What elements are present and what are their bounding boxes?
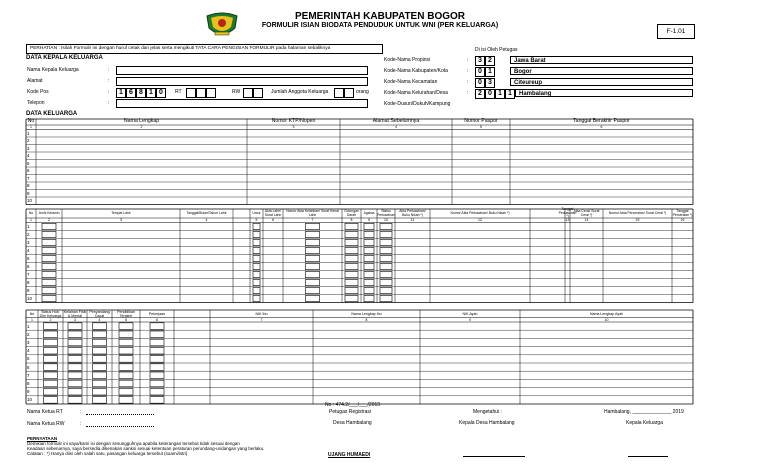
table-header-biodata: Nomor Akta Perceraian/ Surat Cerai *) <box>608 210 667 215</box>
row-number: 6 <box>27 364 30 370</box>
table-header-biodata: Golongan Darah <box>344 208 359 217</box>
colon: : <box>108 67 110 73</box>
page-subtitle: FORMULIR ISIAN BIODATA PENDUDUK UNTUK WNI (PER KELUARGA) <box>261 22 499 29</box>
district-name[interactable]: Citeureup <box>510 78 693 86</box>
table-header-biodata: Nomor Akta Perkawinan/ Buku Nikah *) <box>450 210 510 215</box>
colon: : <box>108 78 110 84</box>
table-header-biodata <box>234 209 250 218</box>
colon: : <box>108 100 110 106</box>
table-header-orang-tua: Penyandang Cacat <box>89 309 110 318</box>
table-header-orang-tua: Status Hub. Dlm Keluarga <box>39 309 62 318</box>
table-header-biodata: Tempat Lahir <box>111 210 131 215</box>
row-number: 1 <box>27 224 30 229</box>
colon: : <box>467 57 469 63</box>
column-number: 4 <box>205 218 208 223</box>
column-number: 4 <box>98 317 101 322</box>
table-header-data-keluarga: Alamat Sebelumnya <box>372 118 420 125</box>
table-header-orang-tua: No <box>29 311 35 316</box>
statement-title: PERNYATAAN <box>27 436 58 441</box>
row-number: 4 <box>27 248 30 253</box>
column-number: 5 <box>255 218 258 223</box>
row-number: 9 <box>27 288 30 293</box>
table-header-orang-tua: NIK Ibu <box>255 311 268 316</box>
table-header-data-keluarga: Nomor Paspor <box>464 118 498 125</box>
province-name[interactable]: Jawa Barat <box>510 56 693 64</box>
officer-org: Desa Hambalang <box>333 420 372 426</box>
row-number: 6 <box>27 264 30 269</box>
label-regency: Kode-Nama Kabupaten/Kota <box>384 68 448 74</box>
section-title-kepala: DATA KEPALA KELUARGA <box>26 55 103 61</box>
village-code-digit[interactable]: 1 <box>505 89 515 99</box>
officer-title: Petugas Registrasi <box>329 409 371 415</box>
column-number: 2 <box>48 218 50 223</box>
row-number: 2 <box>27 331 30 337</box>
section-title-keluarga: DATA KELUARGA <box>26 111 78 117</box>
column-number: 16 <box>680 218 685 223</box>
label-address: Alamat <box>27 78 43 84</box>
table-header-orang-tua: Pekerjaan <box>148 311 166 316</box>
table-header-data-keluarga: Nama Lengkap <box>123 118 160 125</box>
table-header-biodata: Akta Cerai/ Surat Cerai *) <box>573 208 600 217</box>
row-number: 4 <box>27 153 30 159</box>
statement-note: Catatan : *) Hanya diisi oleh salah satu, pasangan keluarga tersebut (suami/istri) <box>27 451 188 456</box>
row-number: 3 <box>27 339 30 345</box>
row-number: 10 <box>27 296 33 301</box>
regency-code-digit[interactable]: 0 <box>475 67 485 77</box>
row-number: 5 <box>27 356 30 362</box>
table-header-orang-tua: Nama Lengkap Ayah <box>589 311 624 316</box>
row-number: 10 <box>27 397 33 403</box>
row-number: 9 <box>27 190 30 196</box>
column-number: 6 <box>600 125 603 130</box>
label-rt-head: Nama Ketua RT <box>27 409 63 415</box>
postal-digit[interactable]: 0 <box>156 88 166 98</box>
notice-box: PERHATIAN : Isilah Formulir ini dengan huruf cetak dan jelas serta mengikuti TATA CARA PENGISIAN FORMULIR pada halaman sebaliknya <box>26 44 383 54</box>
row-number: 5 <box>27 160 30 166</box>
label-rw: RW <box>232 89 241 95</box>
form-code-badge: F-1.01 <box>657 24 695 39</box>
row-number: 8 <box>27 183 30 189</box>
row-number: 7 <box>27 372 30 378</box>
village-name[interactable]: Hambalang <box>515 89 693 97</box>
column-number: 15 <box>635 218 640 223</box>
label-rw-head: Nama Ketua RW <box>27 421 65 427</box>
label-province: Kode-Nama Propinsi <box>384 57 431 63</box>
label-district: Kode-Nama Kecamatan <box>384 79 438 85</box>
statement-line: Demikian formulir ini saya/kami isi dengan sesungguhnya apabila keterangan tersebut tidak sesuai dengan <box>27 441 240 446</box>
label-phone: Telepon <box>27 100 45 106</box>
place-date: Hambalang, ______________ 2019 <box>604 409 684 415</box>
column-number: 6 <box>156 317 158 322</box>
column-number: 3 <box>120 218 122 223</box>
label-hamlet: Kode-Dusun/Dukuh/Kampung <box>384 101 451 107</box>
row-number: 3 <box>27 240 30 245</box>
colon: : <box>467 68 469 74</box>
column-number: 2 <box>140 125 143 130</box>
row-number: 2 <box>27 232 30 237</box>
column-number: 1 <box>30 218 32 223</box>
label-head-name: Nama Kepala Keluarga <box>27 67 79 73</box>
colon: : <box>80 421 82 427</box>
regency-name[interactable]: Bogor <box>510 67 693 75</box>
column-number: 7 <box>260 317 263 322</box>
column-number: 10 <box>604 317 609 322</box>
officer-signer-name: UJANG HUMAEDI <box>328 452 371 458</box>
column-number: 5 <box>125 317 127 322</box>
postal-digit[interactable]: 6 <box>126 88 136 98</box>
statement-line: Keadaan sebenarnya, saya bersedia dikenakan sanksi sesuai ketentuan peraturan perundang-undangan yang berlaku. <box>27 446 265 451</box>
table-header-orang-tua: Kelainan Fisik & Mental <box>63 309 87 318</box>
column-number: 5 <box>480 125 482 130</box>
column-number: 10 <box>384 218 388 223</box>
postal-digit[interactable]: 1 <box>146 88 156 98</box>
province-code-digit[interactable]: 2 <box>485 56 495 66</box>
row-number: 9 <box>27 389 30 395</box>
table-header-biodata: Nomor Akta Kelahiran/ Surat Kenal Lahir <box>286 208 339 217</box>
row-number: 6 <box>27 168 30 174</box>
table-header-biodata: Akta Lahir/ Surat Lahir <box>264 208 282 217</box>
table-header-biodata: No <box>28 210 34 215</box>
table-header-data-keluarga: Tanggal Berakhir Paspor <box>573 118 630 125</box>
row-number: 10 <box>27 198 33 204</box>
table-header-biodata: Umur <box>252 210 261 215</box>
column-number <box>234 218 250 223</box>
row-number: 3 <box>27 145 30 151</box>
village-code-digit[interactable]: 2 <box>475 89 485 99</box>
label-postal-code: Kode Pos <box>27 89 49 95</box>
postal-digit[interactable]: 8 <box>136 88 146 98</box>
table-header-orang-tua <box>175 310 210 318</box>
district-code-digit[interactable]: 0 <box>475 78 485 88</box>
table-header-data-keluarga: Nomor KTP/Nopen <box>271 118 316 125</box>
colon: : <box>80 409 82 415</box>
table-header-data-keluarga: No <box>27 118 35 125</box>
label-rt: RT <box>175 89 182 95</box>
postal-digit[interactable]: 1 <box>116 88 126 98</box>
row-number: 5 <box>27 256 30 261</box>
rw-head-line[interactable] <box>86 426 154 427</box>
column-number: 8 <box>365 317 368 322</box>
column-number: 1 <box>31 317 33 322</box>
column-number: 9 <box>368 218 370 223</box>
registration-number: No : 474.2/___/___/2019 <box>325 402 381 408</box>
province-code-digit[interactable]: 3 <box>475 56 485 66</box>
regency-code-digit[interactable]: 1 <box>485 67 495 77</box>
table-header-biodata: Status Perkawinan <box>377 208 395 217</box>
village-head-signature-line[interactable] <box>463 456 525 457</box>
column-number: 3 <box>292 125 295 130</box>
officer-note: Di isi Oleh Petugas <box>475 47 518 53</box>
column-number: 7 <box>311 218 314 223</box>
rt-head-line[interactable] <box>86 414 154 415</box>
column-number: 3 <box>74 317 76 322</box>
row-number: 4 <box>27 348 30 354</box>
column-number: 6 <box>272 218 274 223</box>
column-number: 8 <box>350 218 353 223</box>
column-number: 13 <box>565 218 570 223</box>
row-number: 8 <box>27 380 30 386</box>
label-members-unit: orang <box>356 89 369 95</box>
village-code-digit[interactable]: 0 <box>485 89 495 99</box>
district-code-digit[interactable]: 3 <box>485 78 495 88</box>
table-header-biodata: Akta Perkawinan/ Buku Nikah *) <box>399 208 426 217</box>
column-number: 4 <box>395 125 397 130</box>
village-code-digit[interactable]: 1 <box>495 89 505 99</box>
row-number: 8 <box>27 280 30 285</box>
row-number: 7 <box>27 272 30 277</box>
column-number <box>175 318 210 323</box>
colon: : <box>108 89 110 95</box>
colon: : <box>467 79 469 85</box>
family-head-signature-line[interactable] <box>628 456 668 457</box>
column-number: 2 <box>49 317 52 322</box>
row-number: 7 <box>27 175 30 181</box>
label-family-members: Jumlah Anggota Keluarga <box>271 89 329 95</box>
column-number: 9 <box>469 317 471 322</box>
table-header-biodata: Jenis Kelamin <box>38 210 60 215</box>
column-number: 1 <box>30 125 32 130</box>
colon: : <box>467 90 469 96</box>
family-head-title: Kepala Keluarga <box>626 420 663 426</box>
column-number: 12 <box>478 218 482 223</box>
column-number: 11 <box>410 218 415 223</box>
table-header-biodata: Tanggal/Bulan/Tahun Lahir <box>186 210 227 215</box>
table-header-biodata: Tanggal Perkawinan *) <box>558 206 577 219</box>
table-header-orang-tua: NIK Ayah <box>462 311 478 316</box>
village-head-title: Kepala Desa Hambalang <box>459 420 515 426</box>
knowing-label: Mengetahui : <box>473 409 502 415</box>
row-number: 2 <box>27 138 30 144</box>
row-number: 1 <box>27 323 30 329</box>
table-header-orang-tua: Nama Lengkap Ibu <box>351 311 382 316</box>
table-header-orang-tua: Pendidikan Terakhir <box>117 309 135 318</box>
row-number: 1 <box>27 130 30 136</box>
page-title: PEMERINTAH KABUPATEN BOGOR <box>295 11 465 22</box>
column-number: 14 <box>584 218 589 223</box>
table-header-biodata: Agama <box>363 210 375 215</box>
table-header-biodata: Tanggal Perceraian *) <box>672 208 693 217</box>
label-village: Kode-Nama Kelurahan/Desa <box>384 90 448 96</box>
